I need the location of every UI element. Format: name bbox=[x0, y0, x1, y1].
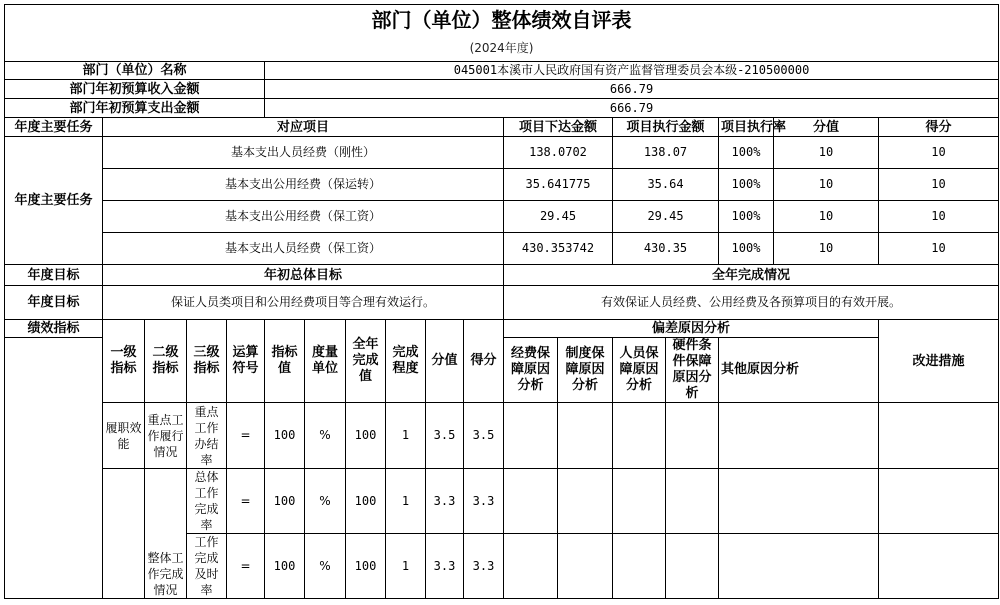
indicator-value: 100 bbox=[265, 403, 305, 469]
reason-cell bbox=[666, 534, 719, 599]
goal-initial-text: 保证人员类项目和公用经费项目等合理有效运行。 bbox=[103, 286, 504, 320]
evaluation-table bbox=[4, 4, 999, 599]
indicator-degree: 1 bbox=[386, 534, 426, 599]
task-executed: 430.35 bbox=[613, 233, 719, 265]
task-allocated: 138.0702 bbox=[504, 137, 613, 169]
dept-name-label: 部门（单位）名称 bbox=[5, 62, 265, 80]
task-header-score: 得分 bbox=[879, 118, 999, 137]
improve-cell bbox=[879, 534, 999, 599]
indicator-header-level1: 一级指标 bbox=[103, 320, 145, 403]
task-header-project: 对应项目 bbox=[103, 118, 504, 137]
task-header-main: 年度主要任务 bbox=[5, 118, 103, 137]
budget-income-label: 部门年初预算收入金额 bbox=[5, 80, 265, 99]
indicator-value: 100 bbox=[265, 469, 305, 534]
indicator-level1: 履职效能 bbox=[103, 403, 145, 469]
reason-header-staff: 人员保障原因分析 bbox=[613, 338, 666, 403]
task-rate: 100% bbox=[719, 169, 774, 201]
task-score: 10 bbox=[879, 233, 999, 265]
indicator-header-level2: 二级指标 bbox=[145, 320, 187, 403]
reason-cell bbox=[504, 534, 558, 599]
task-rate: 100% bbox=[719, 201, 774, 233]
task-project: 基本支出公用经费（保工资） bbox=[103, 201, 504, 233]
task-score-max: 10 bbox=[774, 169, 879, 201]
indicator-level1-blank bbox=[103, 469, 145, 599]
goal-complete-text: 有效保证人员经费、公用经费及各预算项目的有效开展。 bbox=[504, 286, 999, 320]
indicator-level2: 整体工作完成情况 bbox=[145, 469, 187, 599]
indicator-level2: 重点工作履行情况 bbox=[145, 403, 187, 469]
goal-label: 年度目标 bbox=[5, 286, 103, 320]
reason-cell bbox=[504, 469, 558, 534]
reason-cell bbox=[504, 403, 558, 469]
indicator-level3: 总体工作完成率 bbox=[187, 469, 227, 534]
goal-complete-header: 全年完成情况 bbox=[504, 265, 999, 286]
reason-cell bbox=[613, 403, 666, 469]
reason-header-other: 其他原因分析 bbox=[719, 338, 879, 403]
reason-cell bbox=[613, 534, 666, 599]
indicator-header-operator: 运算符号 bbox=[227, 320, 265, 403]
indicator-level3: 重点工作办结率 bbox=[187, 403, 227, 469]
indicator-operator: = bbox=[227, 403, 265, 469]
task-score-max: 10 bbox=[774, 137, 879, 169]
reason-cell bbox=[719, 534, 879, 599]
task-project: 基本支出人员经费（刚性） bbox=[103, 137, 504, 169]
reason-cell bbox=[558, 534, 613, 599]
task-score-max: 10 bbox=[774, 201, 879, 233]
task-score: 10 bbox=[879, 201, 999, 233]
indicator-section-label: 绩效指标 bbox=[5, 320, 103, 338]
budget-expense-label: 部门年初预算支出金额 bbox=[5, 99, 265, 118]
indicator-operator: = bbox=[227, 469, 265, 534]
indicator-header-score: 得分 bbox=[464, 320, 504, 403]
goal-initial-header: 年初总体目标 bbox=[103, 265, 504, 286]
indicator-degree: 1 bbox=[386, 403, 426, 469]
indicator-done: 100 bbox=[346, 534, 386, 599]
reason-header-funding: 经费保障原因分析 bbox=[504, 338, 558, 403]
indicator-header-unit: 度量单位 bbox=[305, 320, 346, 403]
page-title: 部门（单位）整体绩效自评表 bbox=[5, 5, 999, 37]
indicator-score: 3.3 bbox=[464, 534, 504, 599]
indicator-done: 100 bbox=[346, 403, 386, 469]
reason-cell bbox=[613, 469, 666, 534]
indicator-operator: = bbox=[227, 534, 265, 599]
improve-cell bbox=[879, 403, 999, 469]
task-allocated: 29.45 bbox=[504, 201, 613, 233]
dept-name-value: 045001本溪市人民政府国有资产监督管理委员会本级-210500000 bbox=[265, 62, 999, 80]
task-header-score-max: 分值 bbox=[774, 118, 879, 137]
reason-cell bbox=[666, 469, 719, 534]
reason-cell bbox=[558, 469, 613, 534]
task-header-executed: 项目执行金额 bbox=[613, 118, 719, 137]
task-score-max: 10 bbox=[774, 233, 879, 265]
task-header-allocated: 项目下达金额 bbox=[504, 118, 613, 137]
reason-header-system: 制度保障原因分析 bbox=[558, 338, 613, 403]
task-section-label: 年度主要任务 bbox=[5, 137, 103, 265]
indicator-header-value: 指标值 bbox=[265, 320, 305, 403]
task-project: 基本支出人员经费（保工资） bbox=[103, 233, 504, 265]
goal-header-label: 年度目标 bbox=[5, 265, 103, 286]
indicator-unit: % bbox=[305, 469, 346, 534]
reason-header-hardware: 硬件条件保障原因分析 bbox=[666, 338, 719, 403]
indicator-score-max: 3.5 bbox=[426, 403, 464, 469]
indicator-header-score-max: 分值 bbox=[426, 320, 464, 403]
task-score: 10 bbox=[879, 169, 999, 201]
indicator-score-max: 3.3 bbox=[426, 469, 464, 534]
indicator-unit: % bbox=[305, 534, 346, 599]
task-rate: 100% bbox=[719, 137, 774, 169]
task-executed: 35.64 bbox=[613, 169, 719, 201]
budget-income-value: 666.79 bbox=[265, 80, 999, 99]
indicator-section-blank bbox=[5, 338, 103, 599]
task-allocated: 430.353742 bbox=[504, 233, 613, 265]
improve-header: 改进措施 bbox=[879, 320, 999, 403]
year-subtitle: (2024年度) bbox=[5, 37, 999, 62]
indicator-header-level3: 三级指标 bbox=[187, 320, 227, 403]
reason-cell bbox=[719, 403, 879, 469]
indicator-unit: % bbox=[305, 403, 346, 469]
task-header-rate: 项目执行率 bbox=[719, 118, 774, 137]
reason-cell bbox=[666, 403, 719, 469]
improve-cell bbox=[879, 469, 999, 534]
task-allocated: 35.641775 bbox=[504, 169, 613, 201]
indicator-score: 3.5 bbox=[464, 403, 504, 469]
indicator-value: 100 bbox=[265, 534, 305, 599]
indicator-score: 3.3 bbox=[464, 469, 504, 534]
task-score: 10 bbox=[879, 137, 999, 169]
budget-expense-value: 666.79 bbox=[265, 99, 999, 118]
deviation-header: 偏差原因分析 bbox=[504, 320, 879, 338]
indicator-degree: 1 bbox=[386, 469, 426, 534]
task-executed: 138.07 bbox=[613, 137, 719, 169]
reason-cell bbox=[558, 403, 613, 469]
task-executed: 29.45 bbox=[613, 201, 719, 233]
indicator-score-max: 3.3 bbox=[426, 534, 464, 599]
indicator-header-done: 全年完成值 bbox=[346, 320, 386, 403]
task-rate: 100% bbox=[719, 233, 774, 265]
indicator-level3: 工作完成及时率 bbox=[187, 534, 227, 599]
task-project: 基本支出公用经费（保运转） bbox=[103, 169, 504, 201]
performance-sheet bbox=[4, 4, 998, 605]
reason-cell bbox=[719, 469, 879, 534]
indicator-header-degree: 完成程度 bbox=[386, 320, 426, 403]
indicator-done: 100 bbox=[346, 469, 386, 534]
